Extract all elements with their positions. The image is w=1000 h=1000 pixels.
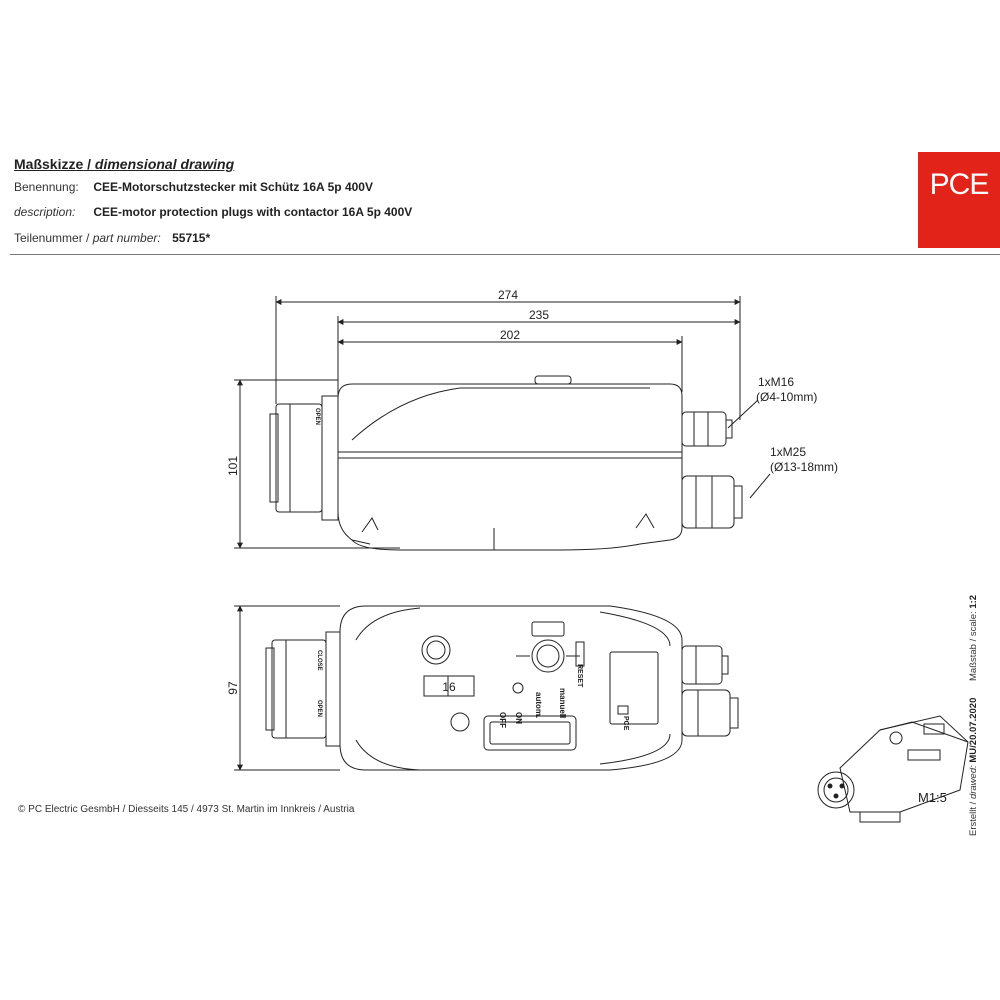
copyright bbox=[18, 804, 354, 815]
description-value: CEE-motor protection plugs with contactor 16A 5p 400V bbox=[93, 205, 413, 219]
current-label: 16 bbox=[442, 680, 456, 694]
dim-235: 235 bbox=[528, 308, 550, 322]
on-label: ON bbox=[514, 712, 523, 724]
gland-m16: 1xM16 bbox=[758, 375, 795, 389]
copyright-text: PC Electric GesmbH / Diesseits 145 / 4973 St. Martin im Innkreis / Austria bbox=[28, 804, 355, 815]
part-number-value: 55715* bbox=[172, 231, 211, 245]
device-labels bbox=[314, 408, 629, 731]
part-number-label-de: Teilenummer / bbox=[14, 231, 93, 245]
top-view bbox=[266, 606, 738, 770]
dim-202: 202 bbox=[499, 328, 521, 342]
open-label: OPEN bbox=[316, 700, 322, 718]
drawing-title: Maßskizze / dimensional drawing bbox=[14, 156, 235, 172]
gland-m16-range: (Ø4-10mm) bbox=[756, 390, 818, 404]
perspective-view bbox=[818, 716, 968, 822]
scale-value: 1:2 bbox=[968, 594, 979, 609]
dimension-lines bbox=[234, 296, 770, 770]
created-value: MU/20.07.2020 bbox=[968, 697, 979, 763]
off-label: OFF bbox=[498, 712, 507, 728]
close-label: CLOSE bbox=[316, 650, 322, 671]
name-label: Benennung: bbox=[14, 180, 79, 194]
gland-m25-range: (Ø13-18mm) bbox=[770, 460, 839, 474]
dim-101: 101 bbox=[226, 455, 240, 477]
drawing-meta: Erstellt / drawed: MU/20.07.2020 Maßstab / scale: 1:2 bbox=[968, 594, 979, 836]
part-number-label-en: part number: bbox=[92, 231, 161, 245]
name-value: CEE-Motorschutzstecker mit Schütz 16A 5p 400V bbox=[93, 180, 373, 194]
pce-logo: PCE bbox=[918, 152, 1000, 248]
copyright-symbol: © bbox=[18, 804, 26, 815]
plate-logo: PCE bbox=[622, 716, 629, 731]
reset-label: RESET bbox=[576, 664, 583, 688]
open-side-label: OPEN bbox=[314, 408, 320, 426]
dim-274: 274 bbox=[497, 288, 519, 302]
side-view bbox=[270, 376, 742, 550]
gland-m25: 1xM25 bbox=[770, 445, 807, 459]
description-label: description: bbox=[14, 205, 76, 219]
autom-label: autom. bbox=[534, 692, 543, 719]
dim-97: 97 bbox=[226, 681, 240, 695]
manuell-label: manuell bbox=[558, 688, 567, 719]
perspective-scale: M1:5 bbox=[918, 790, 947, 805]
